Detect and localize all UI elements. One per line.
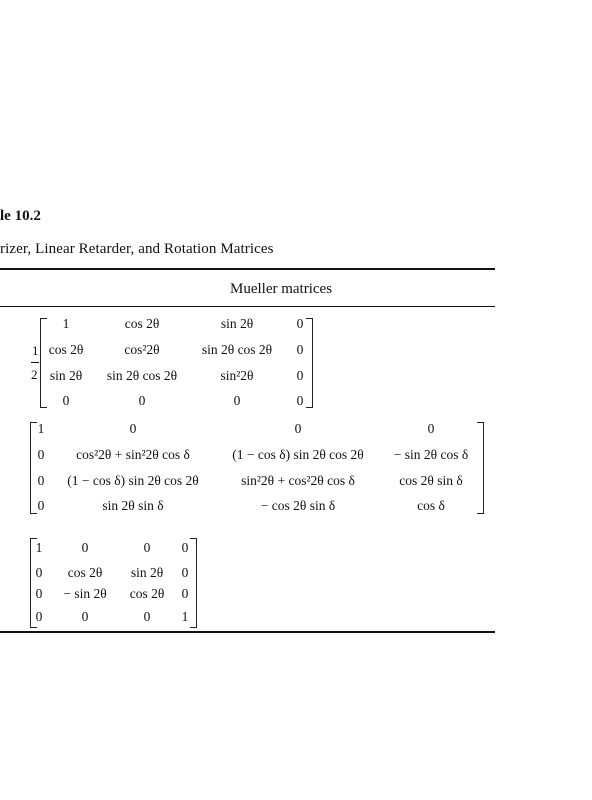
matrix-cell: 0 bbox=[81, 540, 89, 555]
matrix-cell: (1 − cos δ) sin 2θ cos 2θ bbox=[232, 447, 364, 462]
left-bracket bbox=[30, 422, 37, 514]
matrix-cell: 0 bbox=[35, 609, 43, 624]
matrix-cell: 0 bbox=[143, 609, 151, 624]
matrix-cell: 0 bbox=[296, 393, 304, 408]
matrix-cell: sin²2θ bbox=[220, 368, 254, 383]
matrix-cell: 0 bbox=[296, 316, 304, 331]
matrix-cell: 0 bbox=[62, 393, 70, 408]
table-title: le 10.2 bbox=[0, 208, 41, 224]
matrix-cell: 0 bbox=[37, 473, 45, 488]
matrix-cell: 0 bbox=[296, 342, 304, 357]
prefactor-denominator: 2 bbox=[31, 367, 38, 382]
matrix-cell: cos 2θ bbox=[124, 316, 160, 331]
right-bracket bbox=[306, 318, 313, 408]
matrix-cell: 1 bbox=[35, 540, 43, 555]
matrix-cell: sin 2θ bbox=[130, 565, 164, 580]
matrix-cell: 0 bbox=[35, 565, 43, 580]
matrix-cell: sin 2θ sin δ bbox=[102, 498, 164, 513]
top-rule bbox=[0, 268, 495, 270]
matrix-cell: − sin 2θ cos δ bbox=[393, 447, 469, 462]
matrix-cell: 0 bbox=[37, 498, 45, 513]
matrix-cell: 0 bbox=[143, 540, 151, 555]
matrix-cell: − cos 2θ sin δ bbox=[260, 498, 336, 513]
matrix-cell: 0 bbox=[181, 586, 189, 601]
matrix-cell: 0 bbox=[138, 393, 146, 408]
matrix-cell: sin²2θ + cos²2θ cos δ bbox=[241, 473, 355, 488]
right-bracket bbox=[477, 422, 484, 514]
bottom-rule bbox=[0, 631, 495, 633]
matrix-cell: cos 2θ bbox=[48, 342, 84, 357]
matrix-cell: cos 2θ sin δ bbox=[399, 473, 463, 488]
matrix-cell: cos δ bbox=[417, 498, 445, 513]
matrix-cell: 0 bbox=[296, 368, 304, 383]
matrix-cell: − sin 2θ bbox=[63, 586, 107, 601]
matrix-cell: (1 − cos δ) sin 2θ cos 2θ bbox=[67, 473, 199, 488]
matrix-cell: 1 bbox=[62, 316, 70, 331]
matrix-cell: 0 bbox=[233, 393, 241, 408]
matrix-cell: sin 2θ cos 2θ bbox=[106, 368, 178, 383]
matrix-cell: 0 bbox=[294, 421, 302, 436]
right-bracket bbox=[190, 538, 197, 628]
matrix-cell: 0 bbox=[129, 421, 137, 436]
header-rule bbox=[0, 306, 495, 307]
matrix-cell: cos 2θ bbox=[129, 586, 165, 601]
left-bracket bbox=[40, 318, 47, 408]
matrix-cell: sin 2θ bbox=[220, 316, 254, 331]
matrix-cell: 0 bbox=[427, 421, 435, 436]
matrix-cell: cos 2θ bbox=[67, 565, 103, 580]
matrix-cell: cos²2θ bbox=[124, 342, 160, 357]
matrix-cell: 0 bbox=[37, 447, 45, 462]
matrix-cell: sin 2θ cos 2θ bbox=[201, 342, 273, 357]
matrix-cell: 1 bbox=[37, 421, 45, 436]
matrix-cell: 0 bbox=[181, 565, 189, 580]
matrix-cell: 0 bbox=[35, 586, 43, 601]
matrix-cell: 1 bbox=[181, 609, 189, 624]
table-subtitle: rizer, Linear Retarder, and Rotation Matrices bbox=[0, 241, 274, 257]
fraction-bar bbox=[31, 362, 39, 363]
prefactor-numerator: 1 bbox=[32, 343, 39, 358]
matrix-cell: cos²2θ + sin²2θ cos δ bbox=[76, 447, 190, 462]
matrix-cell: 0 bbox=[81, 609, 89, 624]
matrix-cell: sin 2θ bbox=[49, 368, 83, 383]
matrix-cell: 0 bbox=[181, 540, 189, 555]
column-header: Mueller matrices bbox=[230, 281, 333, 297]
